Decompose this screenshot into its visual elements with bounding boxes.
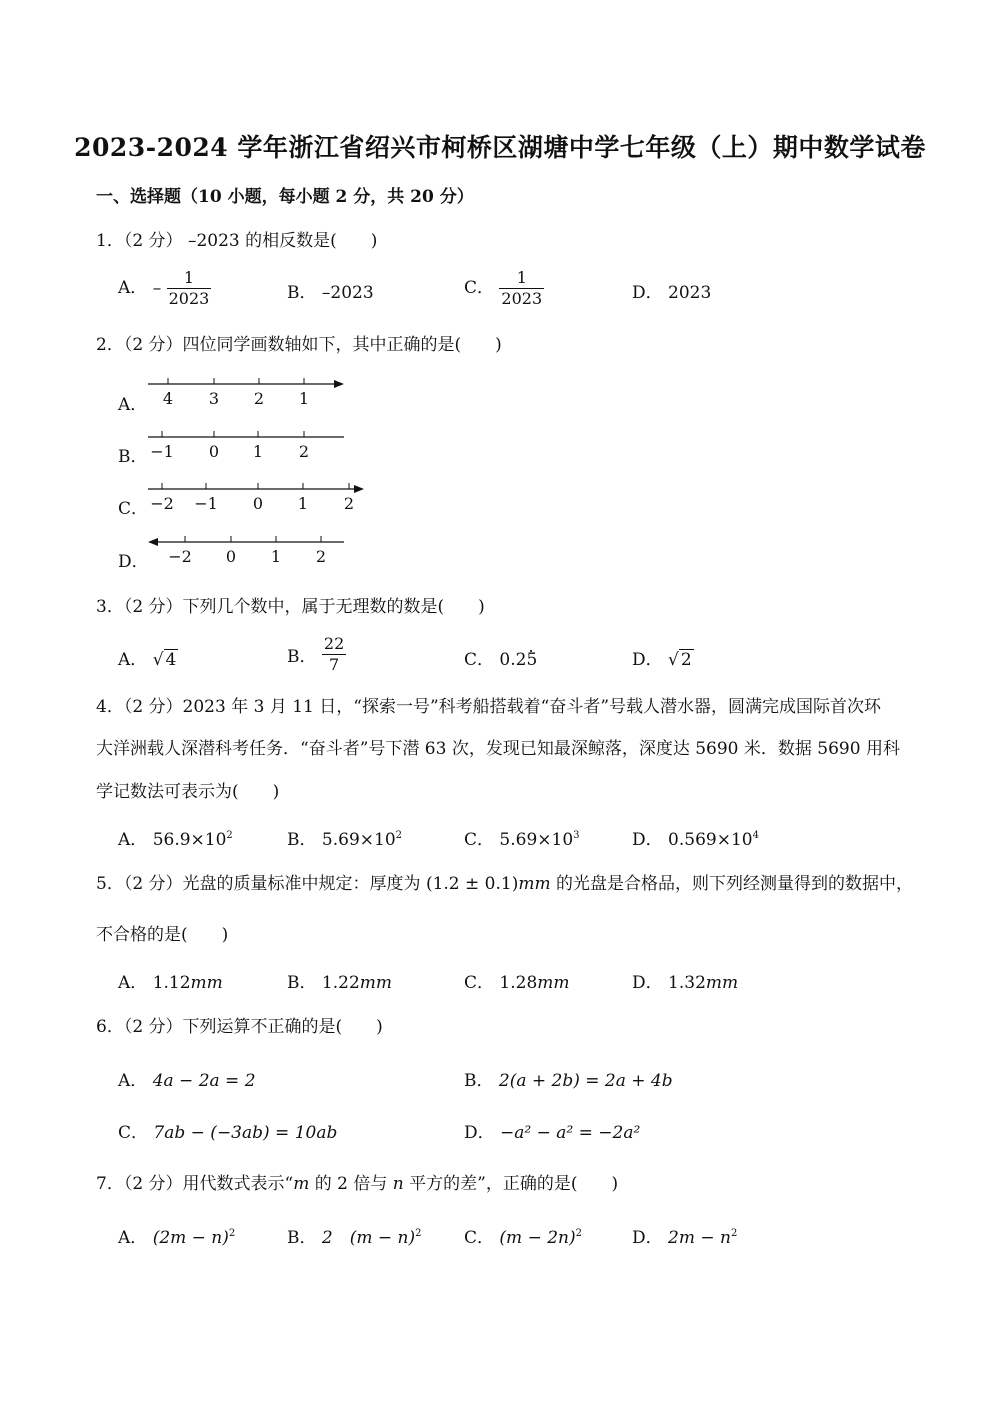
question-1: 1．（2 分） –2023 的相反数是( ) [96,231,378,251]
tick-label: 3 [208,389,220,408]
question-4-line-1: 4．（2 分）2023 年 3 月 11 日，“探索一号”科考船搭载着“奋斗者”号载人潜水器，圆满完成国际首次环 [96,697,882,717]
tick-label: 2 [253,389,265,408]
q5-option-d: D． 1.32mm [632,973,739,993]
question-5-line-2: 不合格的是( ) [96,925,229,945]
q2-numberline-d [140,530,360,570]
tick-label: 1 [297,494,309,513]
question-4-line-2: 大洋洲载人深潜科考任务．“奋斗者”号下潜 63 次，发现已知最深鲸落，深度达 5690 米．数据 5690 用科 [96,739,900,759]
q2-option-c-label: C． [118,499,149,519]
q6-option-d: D． −a² − a² = −2a² [464,1123,641,1143]
question-7: 7．（2 分）用代数式表示“m 的 2 倍与 n 平方的差”，正确的是( ) [96,1174,619,1194]
question-6: 6．（2 分）下列运算不正确的是( ) [96,1017,383,1037]
q4-option-d: D． $0.569\times 10^4$ [632,830,759,850]
q3-option-a: A． √ 4 [118,650,177,670]
q2-numberline-c [140,477,370,517]
tick-label: 2 [343,494,355,513]
minus-sign: – [152,278,162,299]
question-5-line-1: 5．（2 分）光盘的质量标准中规定：厚度为 (1.2 ± 0.1)mm 的光盘是合格品，则下列经测量得到的数据中， [96,874,913,894]
q1-option-a [118,268,211,309]
q2-option-b-label: B． [118,447,148,467]
question-4-line-3: 学记数法可表示为( ) [96,782,280,802]
q5-option-a: A． 1.12mm [118,973,223,993]
tick-label: 1 [270,547,282,566]
fraction: $\frac{1}{2023}$ [501,268,543,308]
tick-label: 1 [298,389,310,408]
q5-option-b: B． 1.22mm [287,973,393,993]
fraction: $\frac{22}{7}$ [323,634,345,674]
q1-option-b: B． –2023 [287,283,374,303]
q4-option-a: A． $56.9\times 10^2$ [118,830,233,850]
tick-label: −1 [150,442,174,461]
tick-label: 0 [225,547,237,566]
q3-option-b: B． $\frac{22}{7}$ [287,634,345,674]
tick-label: 2 [315,547,327,566]
tick-label: −2 [168,547,192,566]
tick-label: −1 [194,494,218,513]
q6-option-c: C． 7ab − (−3ab) = 10ab [118,1123,338,1143]
q7-option-c: C． $(m - 2n)^2$ [464,1228,582,1248]
q6-option-a: A． 4a − 2a = 2 [118,1071,256,1091]
q7-option-b: B． 2 $(m - n)^2$ [287,1228,422,1248]
tick-label: 0 [208,442,220,461]
question-3: 3．（2 分）下列几个数中，属于无理数的数是( ) [96,597,485,617]
tick-label: 1 [252,442,264,461]
q2-numberline-b [140,425,360,465]
tick-label: 4 [162,389,174,408]
q2-option-a-label: A． [118,395,148,415]
fraction: $\frac{1}{2023}$ [168,268,210,308]
q3-option-c: C． 0.2. 5 [464,645,537,670]
question-2: 2．（2 分）四位同学画数轴如下，其中正确的是( ) [96,335,502,355]
section-heading: 一、选择题（10 小题，每小题 2 分，共 20 分） [96,187,474,207]
q3-option-d: D． √ 2 [632,650,692,670]
q2-option-d-label: D． [118,552,149,572]
option-label: A． [118,278,148,298]
tick-label: 2 [298,442,310,461]
tick-label: 0 [252,494,264,513]
q6-option-b: B． 2(a + 2b) = 2a + 4b [464,1071,673,1091]
q1-option-d: D． 2023 [632,283,712,303]
q7-option-d: D． $2m - n^2$ [632,1228,738,1248]
q7-option-a: A． $(2m - n)^2$ [118,1228,236,1248]
sqrt-symbol: √ 4 [152,650,177,670]
q1-option-c: C． $\frac{1}{2023}$ [464,268,543,308]
sqrt-symbol: √ 2 [668,650,692,670]
q5-option-c: C． 1.28mm [464,973,570,993]
page-title: 2023-2024 学年浙江省绍兴市柯桥区湖塘中学七年级（上）期中数学试卷 [74,133,926,162]
repeating-digit: . 5 [526,650,537,670]
q2-numberline-a [140,372,360,412]
tick-label: −2 [150,494,174,513]
q4-option-c: C． $5.69\times 10^3$ [464,830,580,850]
q4-option-b: B． $5.69\times 10^2$ [287,830,403,850]
